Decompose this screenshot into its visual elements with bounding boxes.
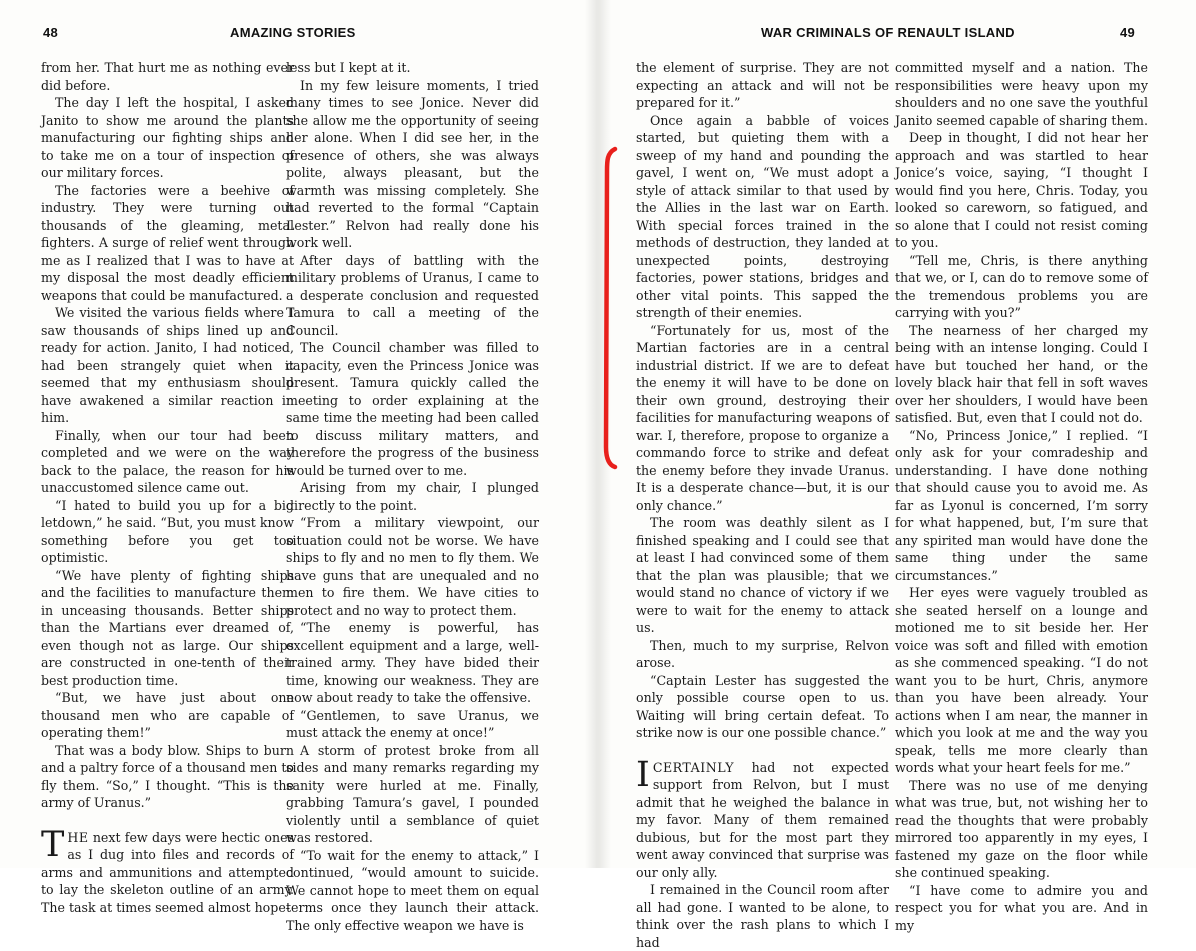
paragraph [286, 77, 539, 252]
paragraph [41, 567, 294, 690]
right-column-1 [636, 59, 889, 951]
left-running-head: AMAZING STORIES [230, 25, 356, 40]
paragraph [286, 339, 539, 479]
drop-cap: I [636, 754, 650, 795]
right-column-2 [895, 59, 1148, 934]
drop-cap: T [41, 824, 65, 865]
paragraph-text: “The enemy is powerful, has excellent equipment and a large, well-trained army. They have bided their time, knowing our weakness. They are now about ready to take the offensive. [286, 620, 539, 705]
paragraph [286, 742, 539, 847]
paragraph-text: “Gentlemen, to save Uranus, we must attack the enemy at once!” [286, 707, 539, 740]
paragraph [895, 427, 1148, 585]
paragraph [895, 252, 1148, 322]
paragraph-text: The Council chamber was filled to capacity, even the Princess Jonice was present. Tamura quickly called the meeting to order explaining at the same time the meeting had been called to discuss military matters, and therefore the progress of the business would be turned over to me. [286, 340, 539, 478]
paragraph [636, 672, 889, 742]
paragraph-text: “To wait for the enemy to attack,” I continued, “would amount to suicide. We cannot hope to meet them on equal terms once they launch their attack. The only effective weapon we have is [286, 847, 539, 933]
paragraph-text: Her eyes were vaguely troubled as she seated herself on a lounge and motioned me to sit beside her. Her voice was soft and filled with emotion as she commenced speaking. “I do not want you to be hurt, Chris, anymore than you have been already. Your actions when I am near, the manner in which you look at me and the way you speak, tells me more clearly than words what your heart feels for me.” [895, 585, 1148, 775]
paragraph-text: “Tell me, Chris, is there anything that we, or I, can do to remove some of the tremendous problems you are carrying with you?” [895, 252, 1148, 320]
left-page-number: 48 [43, 25, 59, 40]
paragraph [41, 824, 294, 917]
left-page [0, 0, 585, 933]
left-column-2 [286, 59, 539, 934]
paragraph-text: “Fortunately for us, most of the Martian factories are in a central industrial district. If we are to defeat the enemy it will have to be done on their own ground, destroying their facilities for manufacturing weapons of war. I, therefore, propose to organize a commando force to strike and defeat the enemy before they invade Uranus. It is a desperate chance—but, it is our only chance.” [636, 322, 889, 513]
paragraph-text: Then, much to my surprise, Relvon arose. [636, 637, 889, 670]
paragraph [636, 881, 889, 951]
paragraph-text: Deep in thought, I did not hear her approach and was startled to hear Jonice’s voice, saying, “I thought I would find you here, Chris. Today, you looked so careworn, so fatigued, and so alone that I could not resist coming to you. [895, 130, 1148, 250]
paragraph [895, 777, 1148, 882]
paragraph-text: The nearness of her charged my being with an intense longing. Could I have but touched her hand, or the lovely black hair that fell in soft waves over her shoulders, I would have been satisfied. But, even that I could not do. [895, 322, 1148, 425]
paragraph [895, 59, 1148, 129]
paragraph-text: Arising from my chair, I plunged directly to the point. [286, 480, 539, 513]
paragraph [895, 129, 1148, 252]
paragraph [286, 59, 539, 77]
paragraph [636, 322, 889, 515]
right-page [611, 0, 1196, 950]
paragraph-text: from her. That hurt me as nothing ever did before. [41, 60, 294, 93]
paragraph [636, 637, 889, 672]
paragraph [41, 497, 294, 567]
right-running-head: WAR CRIMINALS OF RENAULT ISLAND [761, 25, 1015, 40]
paragraph-text: “Captain Lester has suggested the only possible course open to us. Waiting will bring certain defeat. To strike now is our one possible chance.” [636, 672, 889, 740]
paragraph-text: committed myself and a nation. The responsibilities were heavy upon my shoulders and no one save the youthful Janito seemed capable of sharing them. [895, 60, 1148, 128]
paragraph [41, 742, 294, 812]
paragraph-text: the element of surprise. They are not expecting an attack and will not be prepared for it.” [636, 60, 889, 110]
paragraph-text: less but I kept at it. [286, 60, 411, 75]
paragraph-text: “From a military viewpoint, our situation could not be worse. We have ships to fly and no men to fly them. We have guns that are unequaled and no men to fire them. We have cities to protect and no way to protect them. [286, 515, 539, 618]
paragraph [41, 427, 294, 497]
paragraph [286, 619, 539, 707]
red-bracket-annotation [603, 147, 617, 469]
paragraph-text: The room was deathly silent as I finished speaking and I could see that at least I had convinced some of them that the plan was plausible; that we would stand no chance of victory if we were to wait for the enemy to attack us. [636, 515, 889, 635]
paragraph [286, 707, 539, 742]
paragraph [636, 112, 889, 322]
paragraph-text: After days of battling with the military problems of Uranus, I came to a desperate conclusion and requested Tamura to call a meeting of the Council. [286, 252, 539, 338]
paragraph-text: Once again a babble of voices started, but quieting them with a sweep of my hand and pounding the gavel, I went on, “We must adopt a style of attack similar to that used by the Allies in the last war on Earth. With special forces trained in the methods of destruction, they landed at unexpected points, destroying factories, power stations, bridges and other vital points. This sapped the strength of their enemies. [636, 112, 889, 320]
paragraph [286, 514, 539, 619]
paragraph [286, 252, 539, 340]
paragraph [895, 322, 1148, 427]
paragraph [895, 882, 1148, 935]
paragraph-text: “But, we have just about one thousand men who are capable of operating them!” [41, 690, 294, 740]
paragraph [636, 59, 889, 112]
small-caps-lead: HE [67, 829, 89, 845]
paragraph-text: had not expected support from Relvon, but I must admit that he weighed the balance in my favor. Many of them remained dubious, but for the most part they went away convinced that surprise was our only ally. [636, 759, 889, 880]
paragraph [286, 479, 539, 514]
left-column-1 [41, 59, 294, 916]
paragraph [41, 94, 294, 182]
paragraph-text: “I hated to build you up for a big letdown,” he said. “But, you must know something before you get too optimistic. [41, 497, 294, 565]
right-page-number: 49 [1120, 25, 1136, 40]
paragraph-text: I remained in the Council room after all had gone. I wanted to be alone, to think over the rash plans to which I had [636, 882, 889, 950]
paragraph-text: “No, Princess Jonice,” I replied. “I only ask for your comradeship and understanding. I have done nothing that should cause you to avoid me. As far as Lyonul is concerned, I’m sorry for what happened, but, I’m sure that any spirited man would have done the same thing under the same circumstances.” [895, 427, 1148, 583]
paragraph-text: The day I left the hospital, I asked Janito to show me around the plants manufacturing our fighting ships and to take me on a tour of inspection of our military forces. [41, 95, 294, 180]
paragraph-text: We visited the various fields where I saw thousands of ships lined up and ready for action. Janito, I had noticed, had been strangely quiet when it seemed that my enthusiasm should have awakened a similar reaction in him. [41, 305, 294, 425]
paragraph [286, 847, 539, 935]
paragraph [41, 689, 294, 742]
paragraph-text: There was no use of me denying what was true, but, not wishing her to read the thoughts that were probably mirrored too apparently in my eyes, I fastened my gaze on the floor while she continued speaking. [895, 777, 1148, 880]
paragraph-text: In my few leisure moments, I tried many times to see Jonice. Never did she allow me the opportunity of seeing her alone. When I did see her, in the presence of others, she was always polite, always pleasant, but the warmth was missing completely. She had reverted to the formal “Captain Lester.” Relvon had really done his work well. [286, 77, 539, 250]
paragraph [41, 182, 294, 305]
paragraph-text: next few days were hectic ones as I dug into files and records of arms and ammunitions and attempted to lay the skeleton outline of an army. The task at times seemed almost hope- [41, 829, 294, 915]
paragraph-text: Finally, when our tour had been completed and we were on the way back to the palace, the reason for his unaccustomed silence came out. [41, 427, 294, 495]
paragraph-text: “I have come to admire you and respect you for what you are. And in my [895, 882, 1148, 933]
small-caps-lead: CERTAINLY [652, 759, 735, 775]
paragraph [41, 304, 294, 427]
paragraph-text: A storm of protest broke from all sides and many remarks regarding my sanity were hurled at me. Finally, grabbing Tamura’s gavel, I pounded violently until a semblance of quiet was restored. [286, 742, 539, 845]
paragraph [895, 584, 1148, 777]
paragraph [41, 59, 294, 94]
paragraph [636, 754, 889, 882]
paragraph [636, 514, 889, 637]
paragraph-text: That was a body blow. Ships to burn and a paltry force of a thousand men to fly them. “So,” I thought. “This is the army of Uranus.” [41, 742, 294, 810]
paragraph-text: “We have plenty of fighting ships and the facilities to manufacture them in unceasing thousands. Better ships than the Martians ever dreamed of, even though not as large. Our ships are constructed in one-tenth of their best production time. [41, 567, 294, 688]
paragraph-text: The factories were a beehive of industry. They were turning out thousands of the gleaming, metal fighters. A surge of relief went through me as I realized that I was to have at my disposal the most deadly efficient weapons that could be manufactured. [41, 182, 294, 303]
